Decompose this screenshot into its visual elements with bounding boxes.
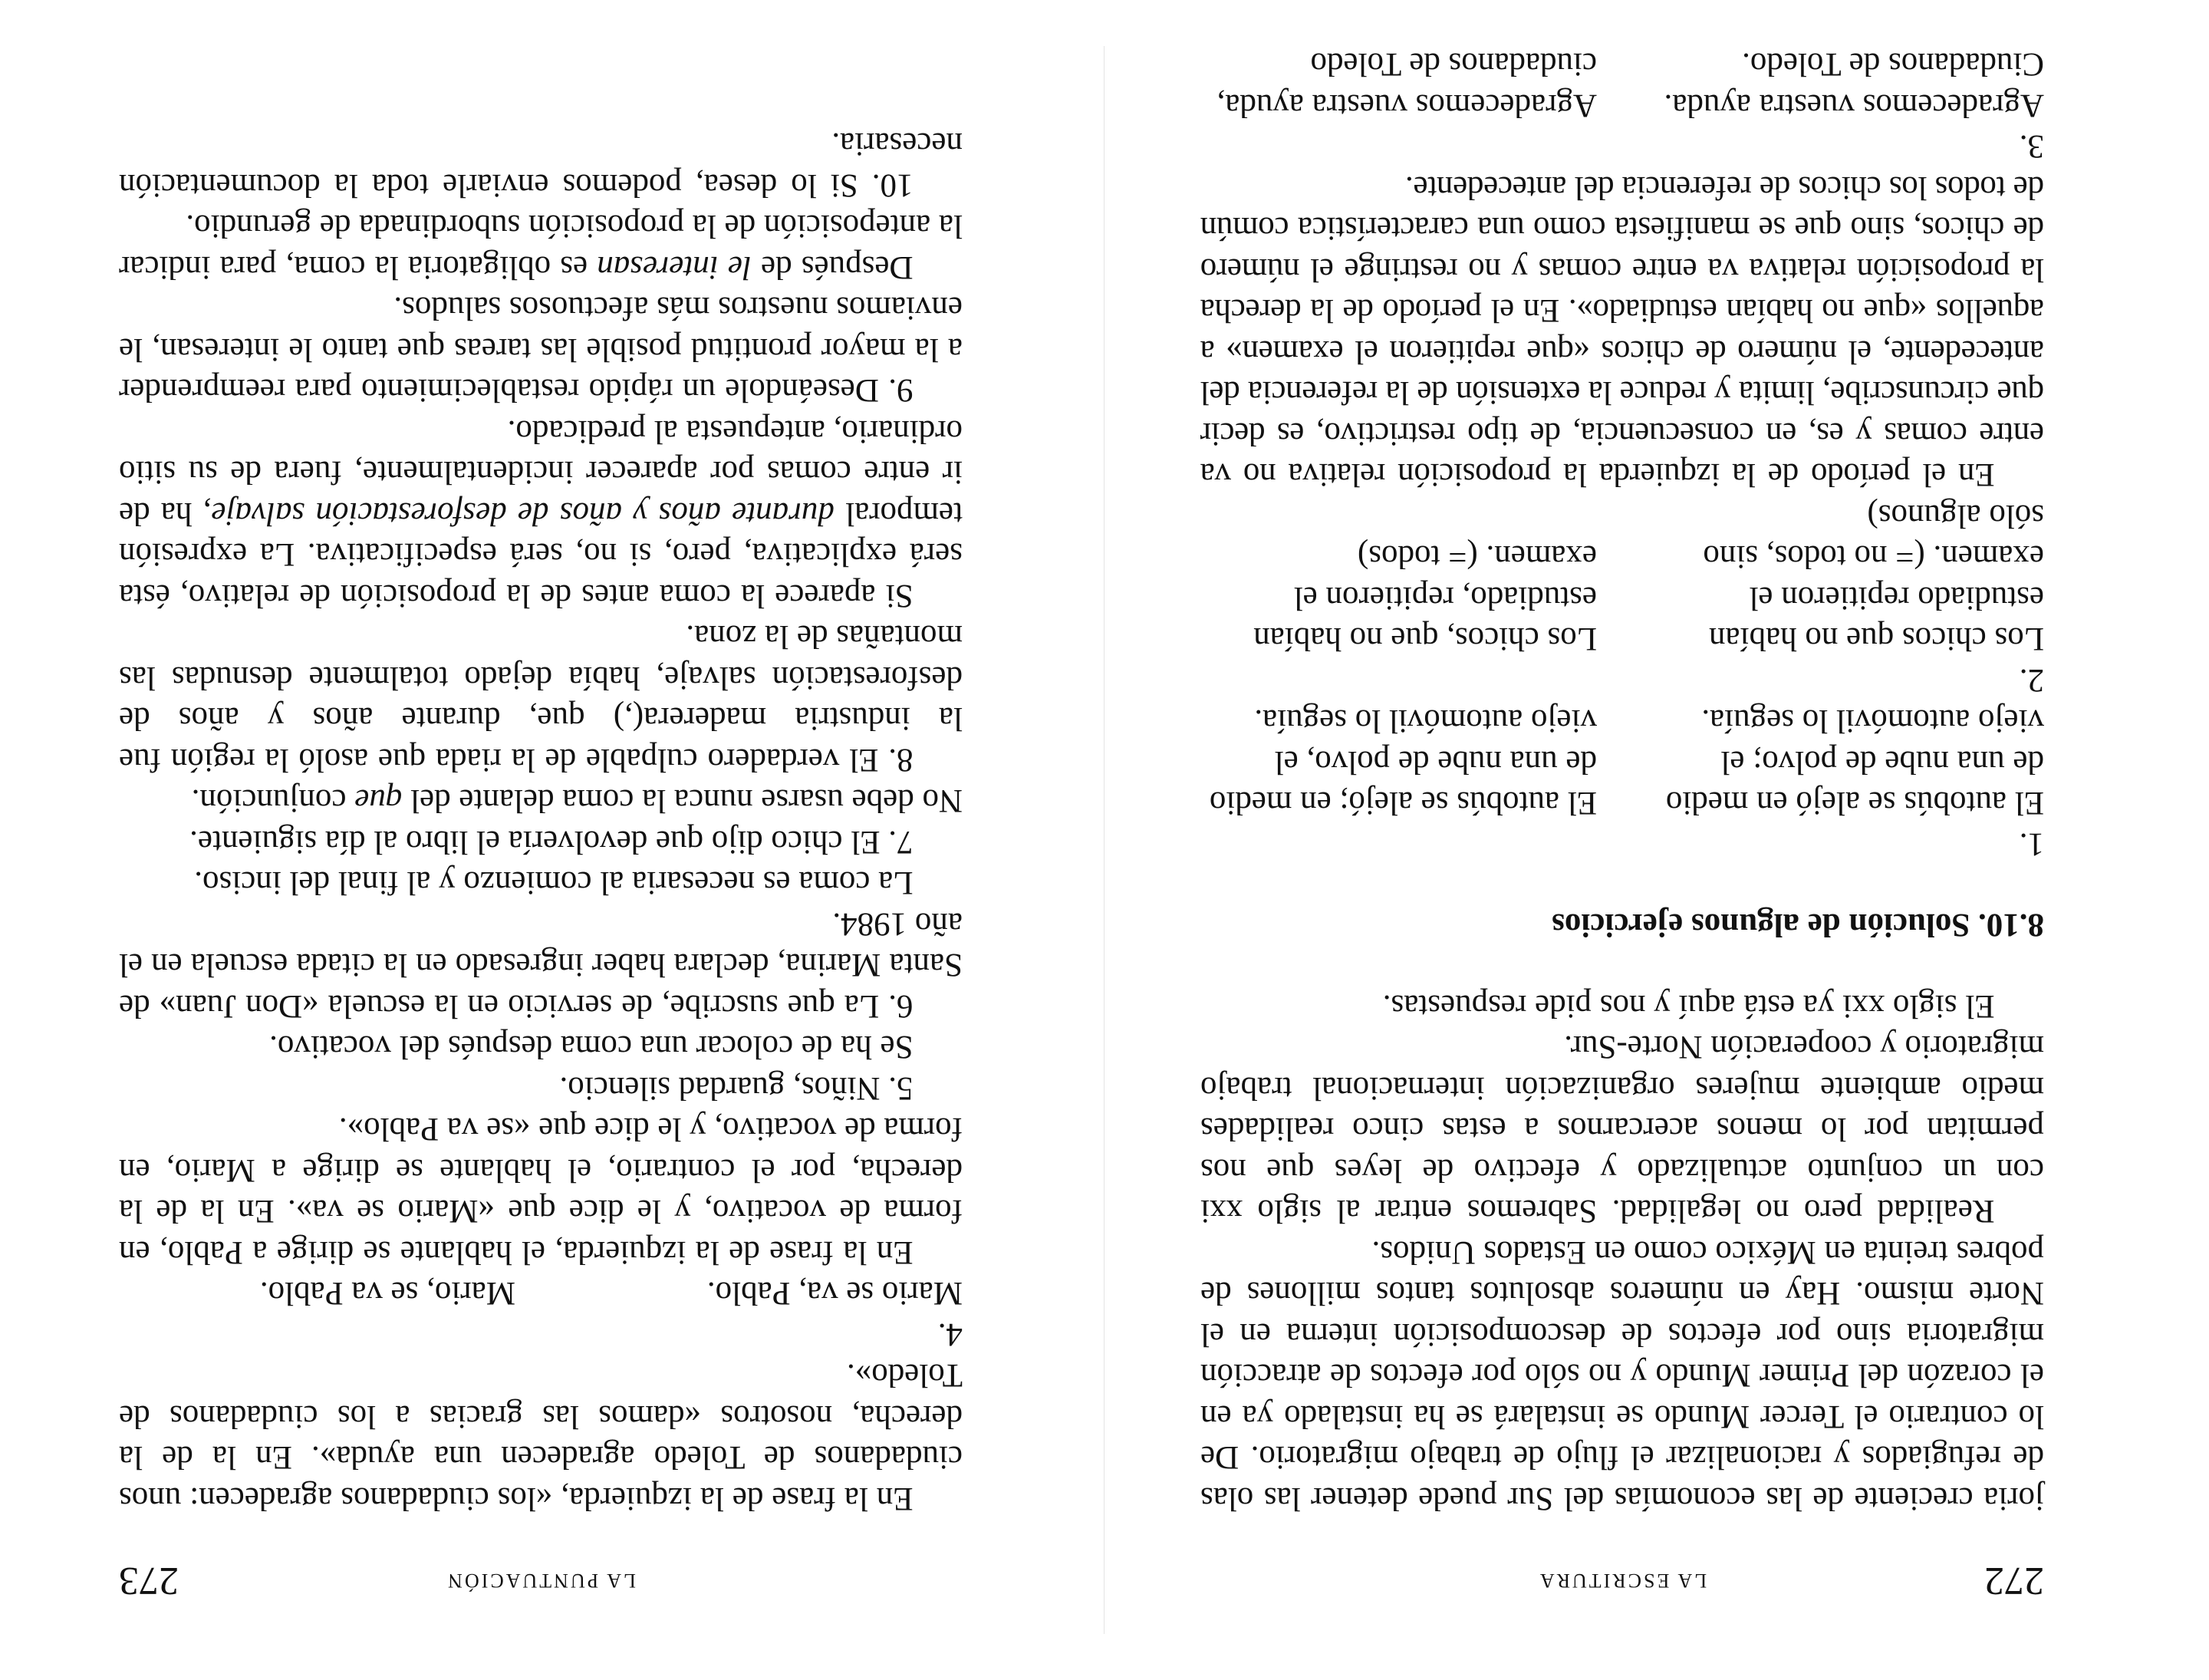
exercise-7: 7. El chico dijo que devolvería el libro al día siguiente.	[189, 824, 914, 860]
page-number: 272	[1984, 1559, 2044, 1603]
exercise-1-left: El autobús se alejó en medio de una nube de polvo; el viejo automóvil lo seguía.	[1665, 703, 2044, 822]
explanation-6: La coma es necesaria al comienzo y al final del inciso.	[194, 865, 914, 901]
exercise-9: 9. Deseándole un rápido restablecimiento para reemprender a la mayor prontitud posible las tareas que tanto le interesan, le enviamos nuestros más afectuosos saludos.	[119, 290, 963, 409]
explanation-5: Se ha de colocar una coma después del vocativo.	[269, 1029, 914, 1066]
exercise-6: 6. La que suscribe, de servicio en la escuela «Don Juan» de Santa Marina, declara haber ingresado en la citada escuela en el año 1984.	[119, 906, 963, 1024]
exercise-2-right: Los chicos, que no habían estudiado, repitieron el examen. (= todos)	[1253, 539, 1597, 657]
exercise-1-columns	[1200, 700, 2044, 824]
page-body	[1200, 44, 2044, 1519]
exercise-10: 10. Si lo desea, podemos enviarle toda la documentación necesaria.	[119, 126, 963, 203]
exercise-2-left: Los chicos que no habían estudiado repitieron el examen. (= no todos, sino sólo algunos)	[1703, 498, 2044, 657]
section-heading: 8.10. Solución de algunos ejercicios	[1552, 907, 2044, 944]
explanation-7: No debe usarse nunca la coma delante del que conjunción.	[191, 782, 963, 819]
explanation-9: Después de le interesan es obligatoria la coma, para indicar la anteposición de la proposición subordinada de gerundio.	[118, 208, 963, 285]
running-header	[1200, 1550, 2044, 1603]
intro-paragraph-1: joria creciente de las economías del Sur puede detener las olas de refugiados y racionalizar el flujo de trabajo migratorio. De lo contrario el Tercer Mundo se instalará se ha instalado ya en el corazón del Primer Mundo y no sólo por efectos de atracción migratoria sino por efectos de descomposición interna en el Norte mismo. Hay en números absolutos tantos millones de pobres treinta en México como en Estados Unidos.	[1200, 1234, 2044, 1517]
explanation-4: En la frase de la izquierda, el hablante se dirige a Pablo, en forma de vocativo, y le dice que «Mario se va». En la de la derecha, por el contrario, el hablante se dirige a Mario, en forma de vocativo, y le dice que «se va Pablo».	[119, 1111, 963, 1270]
running-head-title: LA PUNTUACIÓN	[446, 1570, 636, 1592]
exercise-3-left: Agradecemos vuestra ayuda. Ciudadanos de Toledo.	[1664, 46, 2044, 124]
exercise-2-explanation: En el período de la izquierda la proposición relativa no va entre comas y es, en consecuencia, de tipo restrictivo, es decir que circunscribe, limita y reduce la extensión de la referencia del antecedente, el número de chicos «que repitieron el examen» a aquellos «que no habían estudiado». En el período de la derecha la proposición relativa va entre comas y no restringe el número de chicos, sino que se manifiesta como una característica común de todos los chicos de referencia del antecedente.	[1200, 170, 2044, 493]
exercise-3-columns	[1200, 44, 2044, 126]
intro-paragraph-3: El siglo xxi ya está aquí y nos pide respuestas.	[1382, 988, 1995, 1024]
exercise-4-left: Mario se va, Pablo.	[706, 1275, 963, 1312]
exercise-4-columns	[119, 1273, 963, 1314]
exercise-2-number: 2.	[2019, 662, 2044, 698]
exercise-4-number: 4.	[937, 1316, 963, 1352]
exercise-4-right: Mario, se va Pablo.	[259, 1275, 515, 1312]
page-273	[119, 0, 963, 1680]
exercise-3-right: Agradecemos vuestra ayuda, ciudadanos de Toledo	[1216, 46, 1597, 124]
exercise-5: 5. Niños, guardad silencio.	[559, 1070, 914, 1106]
running-head-title: LA ESCRITURA	[1537, 1570, 1707, 1592]
exercise-1-right: El autobús se alejó; en medio de una nube de polvo, el viejo automóvil lo seguía.	[1209, 703, 1597, 822]
page-272	[1200, 0, 2044, 1680]
running-header	[119, 1550, 963, 1603]
exercise-2-columns	[1200, 496, 2044, 660]
explanation-3: En la frase de la izquierda, «los ciudadanos agradecen: unos ciudadanos de Toledo agradecen una ayuda». En la de la derecha, nosotros «damos las gracias a los ciudadanos de Toledo».	[119, 1357, 963, 1517]
exercise-3-number: 3.	[2019, 128, 2044, 165]
exercise-1-number: 1.	[2019, 826, 2044, 862]
exercise-8: 8. El verdadero culpable de la riada que asoló la región fue la industria maderera(,) que, durante años y años de desforestación salvaje, había dejado totalmente desnudas las montañas de la zona.	[119, 618, 963, 778]
page-body	[119, 124, 963, 1519]
page-number: 273	[119, 1559, 179, 1603]
intro-paragraph-2: Realidad pero no legalidad. Sabremos entrar al siglo xxi con un conjunto actualizado y efectivo de leyes que nos permitan por lo menos acercarnos a estas cinco realidades medio ambiente mujeres organización internacional trabajo migratorio y cooperación Norte-Sur.	[1200, 1029, 2044, 1230]
explanation-8: Si aparece la coma antes de la proposición de relativo, ésta será explicativa, pero, si no, será especificativa. La expresión temporal durante años y años de desforestación salvaje, ha de ir entre comas por aparecer incidentalmente, fuera de su sitio ordinario, antepuesta al predicado.	[118, 413, 963, 614]
